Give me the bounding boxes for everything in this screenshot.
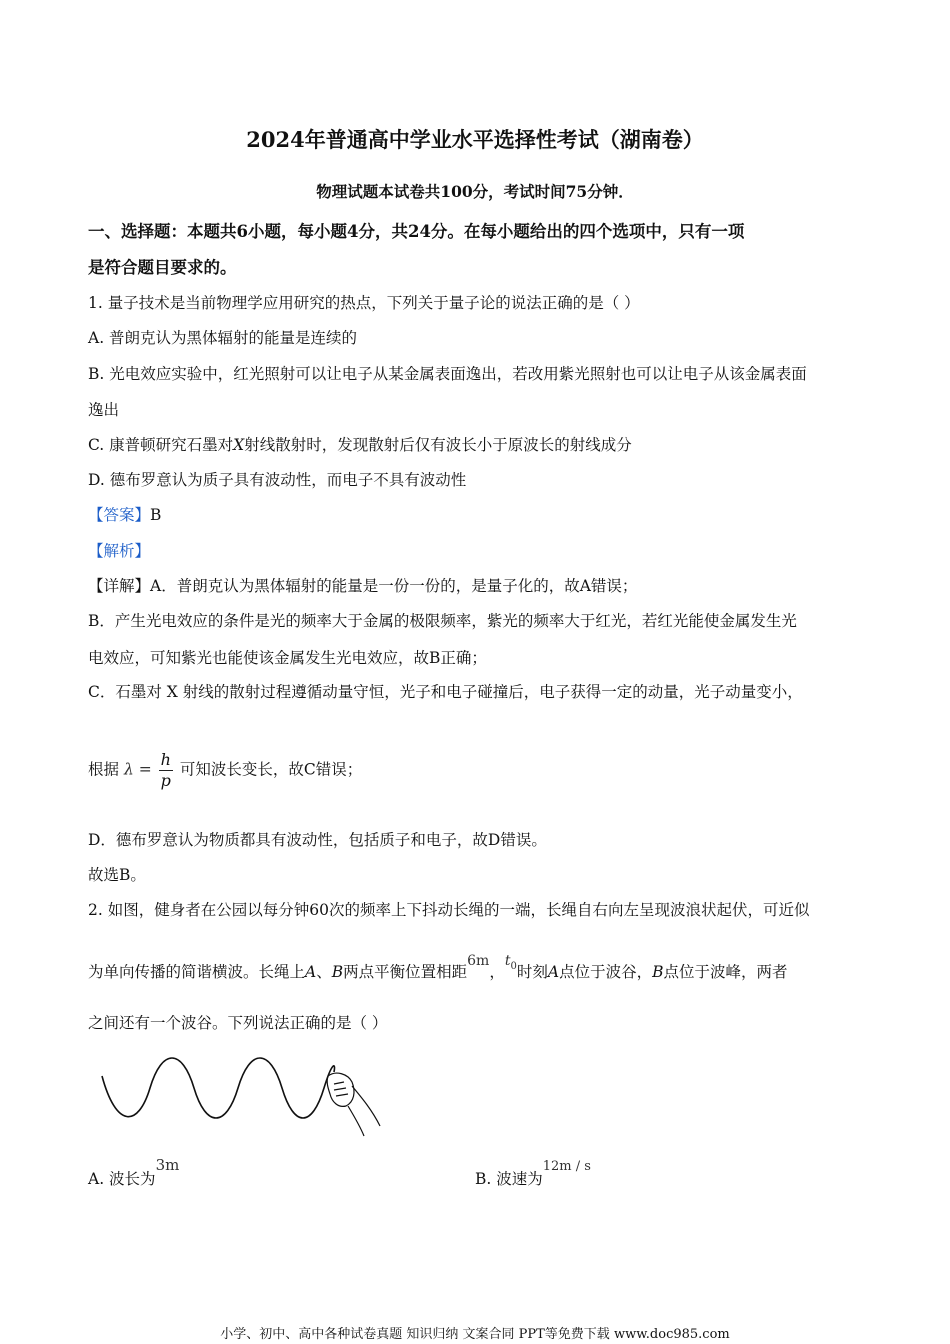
- detail-d: D．德布罗意认为物质都具有波动性，包括质子和电子，故D错误。: [88, 831, 547, 849]
- q2-stem-line2: [88, 953, 788, 984]
- q2-option-b: [475, 1159, 591, 1189]
- q1-option-b-line2: 逸出: [88, 401, 120, 419]
- formula-fraction: [159, 750, 173, 791]
- page-footer: 小学、初中、高中各种试卷真题 知识归纳 文案合同 PPT等免费下载 www.doc985.com: [220, 1327, 730, 1342]
- q2-stem-mid: 两点平衡位置相距: [343, 963, 468, 981]
- time-t: t: [504, 953, 511, 969]
- rope-wave-figure: [98, 1048, 388, 1138]
- wave-curve: [102, 1058, 335, 1118]
- q2-option-b-label: B. 波速为: [475, 1170, 543, 1188]
- wavelength-value: 3m: [155, 1156, 180, 1174]
- q1-option-c-post: 射线散射时，发现散射后仅有波长小于原波长的射线成分: [244, 436, 632, 454]
- time-symbol: [504, 953, 517, 972]
- answer-label: 【答案】: [88, 506, 151, 524]
- formula-lhs: λ =: [123, 760, 152, 779]
- q2-stem-post2: 点位于波谷，: [559, 963, 653, 981]
- comma: ，: [489, 963, 505, 981]
- page-title: 2024年普通高中学业水平选择性考试（湖南卷）: [246, 127, 704, 152]
- section-heading-line2: 是符合题目要求的。: [88, 258, 237, 277]
- exam-info: 物理试题本试卷共100分，考试时间75分钟．: [316, 182, 634, 201]
- q2-stem-post3: 点位于波峰，两者: [663, 963, 788, 981]
- q1-option-a: A. 普朗克认为黑体辐射的能量是连续的: [88, 329, 358, 347]
- q1-option-c-x: X: [233, 436, 245, 454]
- detail-c-formula-line: [88, 750, 362, 791]
- formula-numerator: h: [160, 750, 171, 769]
- section-heading-line1: 一、选择题：本题共6小题，每小题4分，共24分。在每小题给出的四个选项中，只有一项: [88, 222, 745, 241]
- q1-answer: [88, 503, 161, 525]
- q2-option-a: [88, 1156, 180, 1189]
- conclusion: 故选B。: [88, 866, 146, 884]
- q1-option-c: [88, 433, 632, 455]
- detail-c: C．石墨对 X 射线的散射过程遵循动量守恒，光子和电子碰撞后，电子获得一定的动量，光子动量变小，: [88, 683, 803, 701]
- formula-denominator: p: [160, 771, 171, 790]
- point-b-2: B: [652, 963, 664, 981]
- q2-stem-line1: 2. 如图，健身者在公园以每分钟60次的频率上下抖动长绳的一端，长绳自右向左呈现波浪状起伏，可近似: [88, 901, 810, 919]
- point-a-2: A: [547, 963, 560, 981]
- detail-a: 【详解】A．普朗克认为黑体辐射的能量是一份一份的，是量子化的，故A错误；: [88, 577, 638, 595]
- q2-option-a-label: A. 波长为: [88, 1170, 156, 1188]
- formula-post: 可知波长变长，故C错误；: [179, 760, 363, 779]
- time-subscript: 0: [510, 960, 517, 972]
- q2-stem-line3: 之间还有一个波谷。下列说法正确的是（ ）: [88, 1014, 388, 1032]
- q2-stem-pre: 为单向传播的简谐横波。长绳上: [88, 963, 306, 981]
- separator: 、: [316, 963, 332, 981]
- detail-b-line1: B．产生光电效应的条件是光的频率大于金属的极限频率，紫光的频率大于红光，若红光能使金属发生光: [88, 612, 797, 630]
- q1-option-c-pre: C. 康普顿研究石墨对: [88, 436, 234, 454]
- analysis-label: 【解析】: [88, 542, 151, 560]
- formula-pre: 根据: [88, 760, 120, 779]
- q1-option-b-line1: B. 光电效应实验中，红光照射可以让电子从某金属表面逸出，若改用紫光照射也可以让电子从该金属表面: [88, 365, 807, 383]
- answer-value: B: [150, 506, 162, 524]
- distance-value: 6m: [467, 953, 490, 969]
- wave-speed-value: 12m / s: [542, 1159, 591, 1174]
- point-a: A: [305, 963, 317, 981]
- q1-option-d: D. 德布罗意认为质子具有波动性，而电子不具有波动性: [88, 471, 467, 489]
- q2-stem-post1: 时刻: [516, 963, 548, 981]
- detail-b-line2: 电效应，可知紫光也能使该金属发生光电效应，故B正确；: [88, 649, 487, 667]
- hand-icon: [327, 1073, 380, 1136]
- point-b: B: [331, 963, 344, 981]
- q1-stem: 1. 量子技术是当前物理学应用研究的热点，下列关于量子论的说法正确的是（ ）: [88, 294, 640, 312]
